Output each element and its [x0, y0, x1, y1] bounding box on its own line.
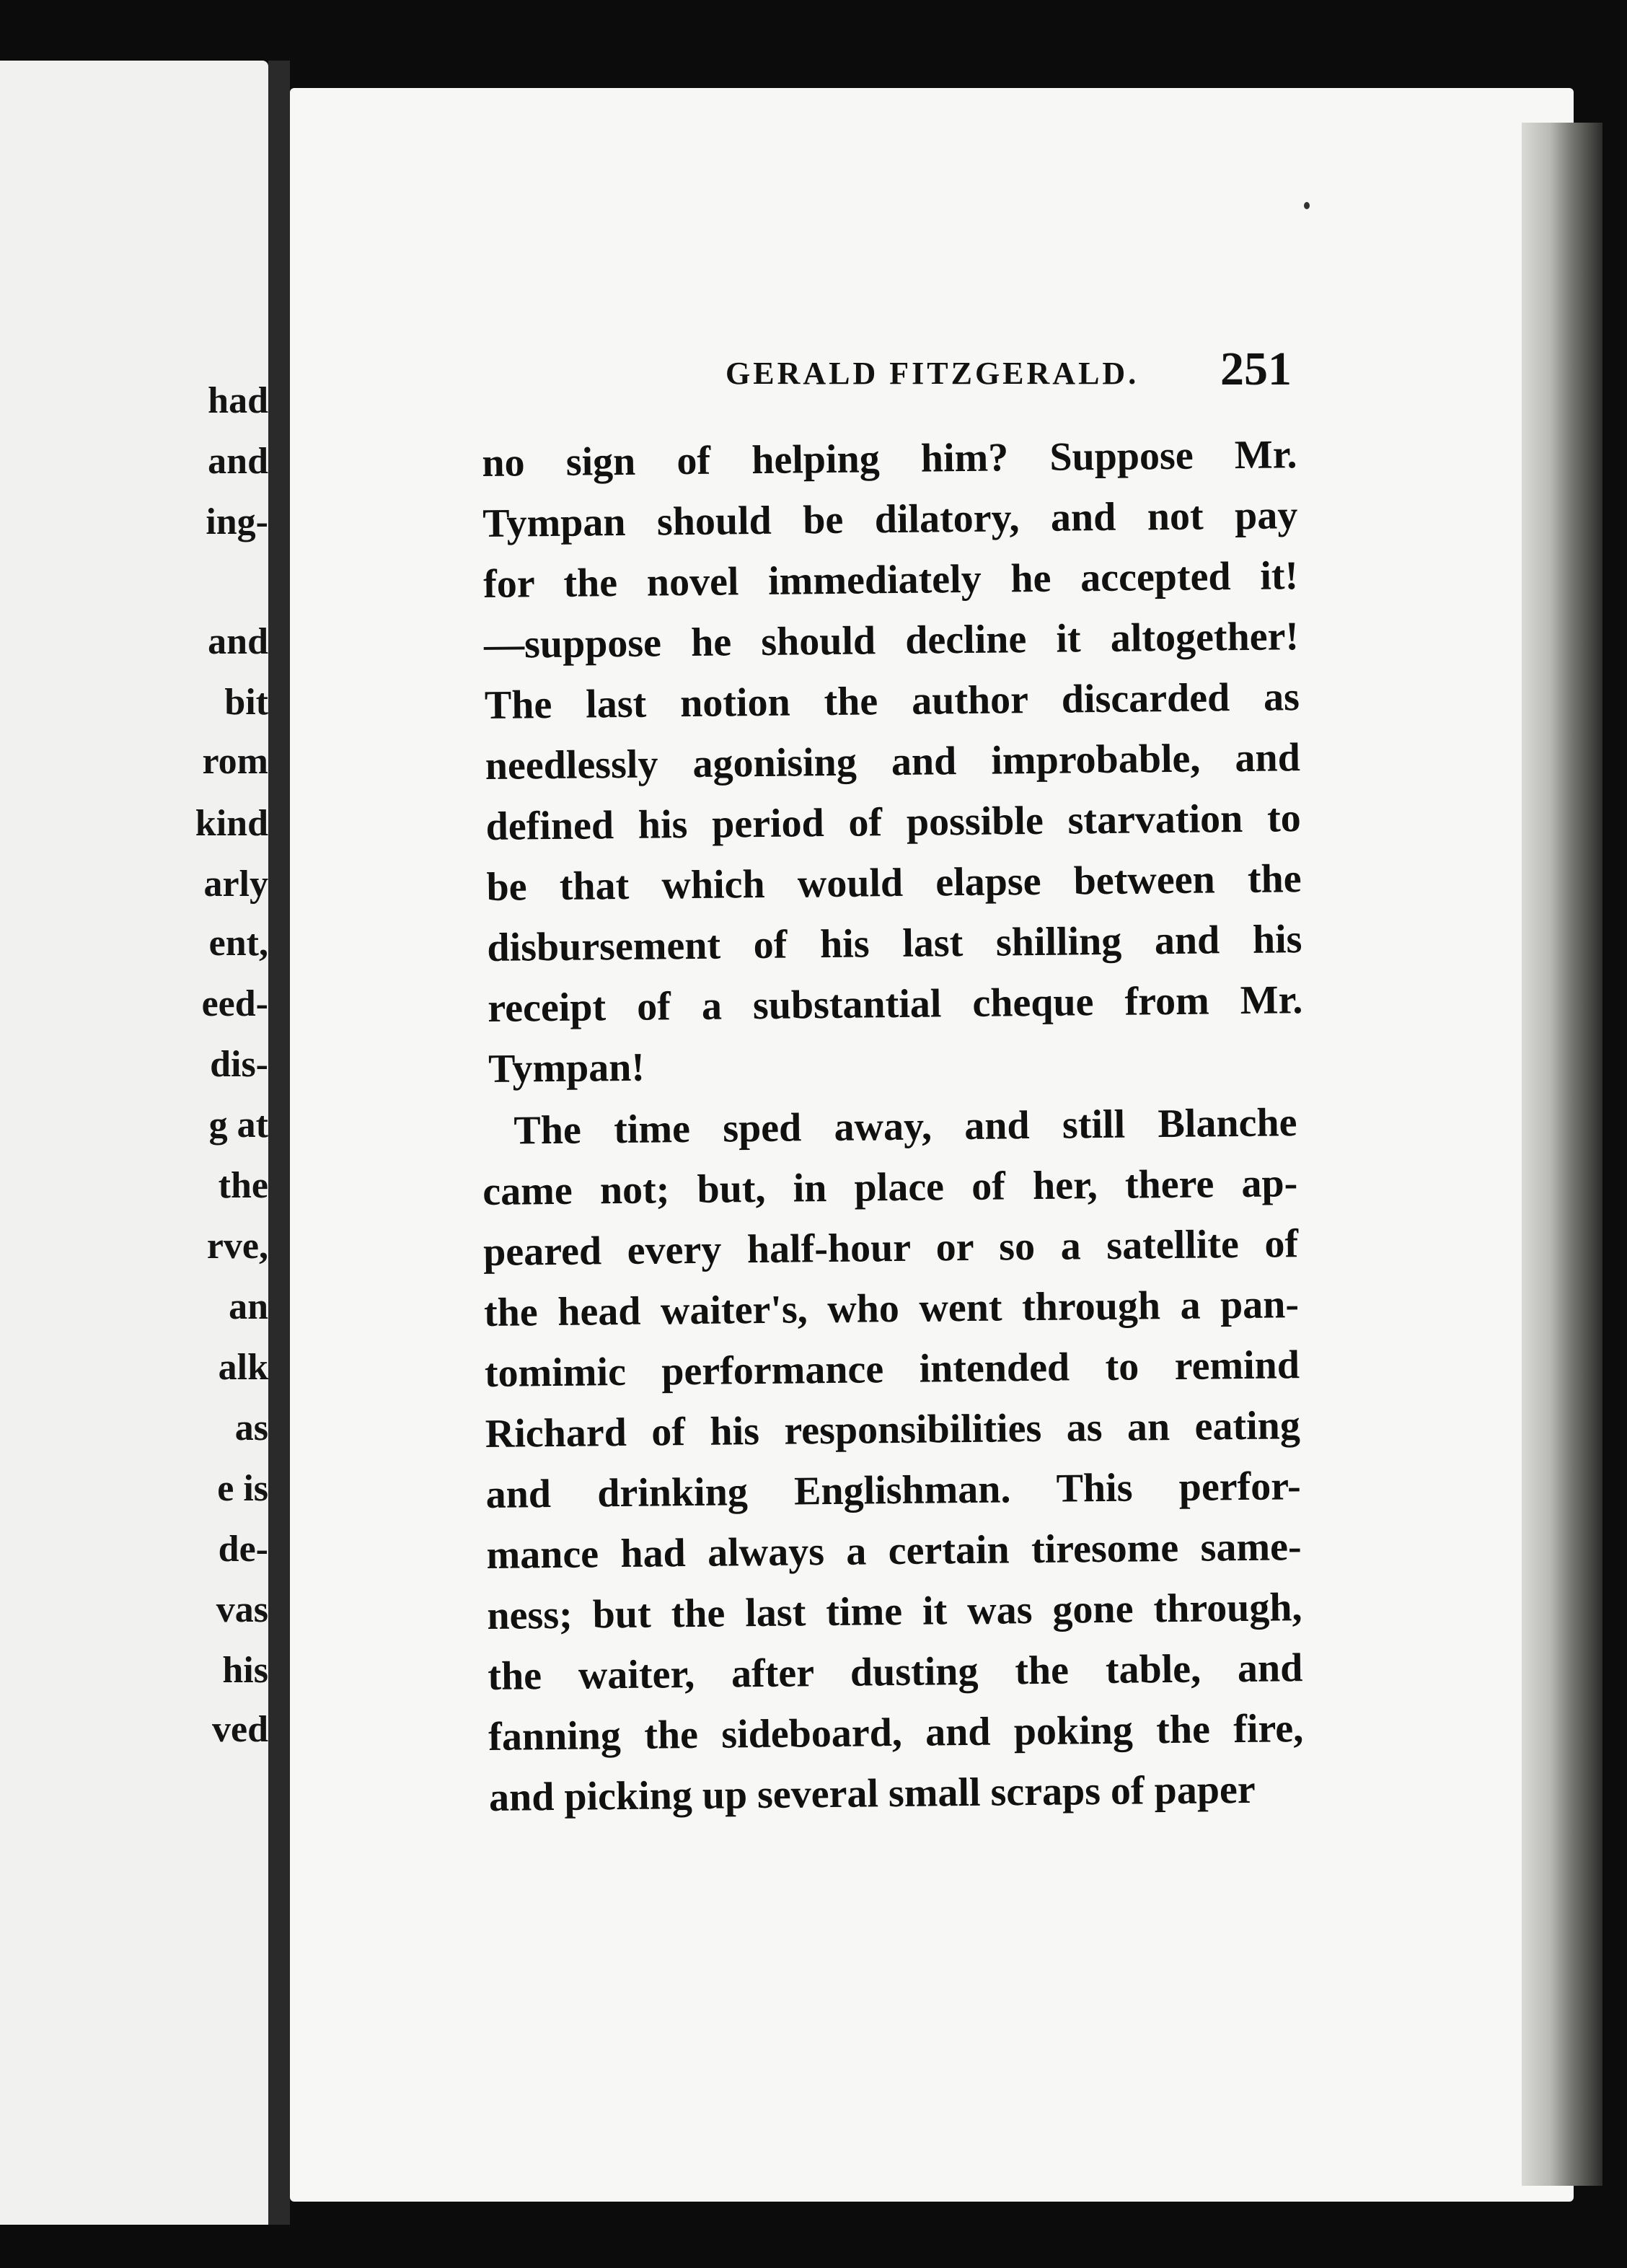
- facing-page-fragment: his: [222, 1650, 268, 1691]
- facing-page-fragment: the: [218, 1165, 268, 1206]
- facing-page-fragment: rom: [202, 741, 268, 782]
- text-line: tomimic performance intended to remind: [484, 1342, 1300, 1396]
- text-line: for the novel immediately he accepted it!: [482, 553, 1299, 607]
- facing-page-fragment: eed-: [201, 983, 268, 1024]
- facing-page-fragment: as: [234, 1407, 268, 1449]
- text-line: disbursement of his last shilling and his: [487, 917, 1302, 970]
- text-line: came not; but, in place of her, there ap-: [482, 1161, 1298, 1214]
- facing-page-fragment: alk: [218, 1347, 268, 1388]
- facing-page-fragment: g at: [208, 1104, 268, 1146]
- facing-page-fragment: e is: [217, 1468, 268, 1509]
- facing-page-fragment: vas: [216, 1589, 268, 1630]
- text-line: no sign of helping him? Suppose Mr.: [482, 432, 1297, 485]
- facing-page: [0, 61, 268, 2225]
- facing-page-fragment: dis-: [210, 1044, 268, 1085]
- text-line: needlessly agonising and improbable, and: [485, 735, 1301, 788]
- facing-page-fragment: ved: [212, 1709, 268, 1750]
- text-line: Tympan should be dilatory, and not pay: [482, 493, 1298, 546]
- facing-page-fragment: bit: [224, 682, 268, 723]
- text-line: and picking up several small scraps of paper: [488, 1767, 1256, 1820]
- text-line: peared every half-hour or so a satellite of: [482, 1221, 1299, 1275]
- text-line: Tympan!: [488, 1045, 645, 1091]
- text-line: Richard of his responsibilities as an eating: [485, 1403, 1301, 1456]
- facing-page-fragment: kind: [195, 803, 268, 844]
- facing-page-fragment: ent,: [208, 923, 268, 964]
- facing-page-fragment: arly: [203, 863, 268, 905]
- text-line: the head waiter's, who went through a pan-: [483, 1282, 1300, 1335]
- text-line: and drinking Englishman. This perfor-: [485, 1464, 1301, 1517]
- facing-page-fragment: de-: [218, 1529, 268, 1570]
- paragraph-1: [482, 424, 1304, 1099]
- text-line: fanning the sideboard, and poking the fire,: [488, 1706, 1304, 1759]
- text-line: The last notion the author discarded as: [484, 674, 1300, 728]
- book-gutter: [268, 61, 290, 2225]
- text-line: the waiter, after dusting the table, and: [488, 1645, 1303, 1699]
- facing-page-fragment: and: [208, 441, 268, 482]
- facing-page-fragment: and: [208, 621, 268, 662]
- page-edge: [1522, 123, 1602, 2186]
- text-line: —suppose he should decline it altogether!: [483, 614, 1300, 667]
- text-line: The time sped away, and still Blanche: [513, 1100, 1297, 1153]
- ink-speck: [1304, 202, 1310, 209]
- text-line: defined his period of possible starvation to: [485, 796, 1301, 849]
- facing-page-fragment: ing-: [206, 501, 268, 542]
- facing-page-fragment: rve,: [206, 1226, 268, 1267]
- text-line: mance had always a certain tiresome same-: [486, 1524, 1302, 1578]
- running-head: GERALD FITZGERALD.: [726, 356, 1139, 391]
- text-line: be that which would elapse between the: [486, 856, 1302, 910]
- facing-page-fragment: an: [229, 1286, 268, 1327]
- text-line: ness; but the last time it was gone through,: [487, 1585, 1302, 1638]
- page-number: 251: [1220, 343, 1292, 395]
- text-line: receipt of a substantial cheque from Mr.: [488, 977, 1303, 1031]
- paragraph-2: [482, 1092, 1304, 1828]
- facing-page-fragment: had: [208, 380, 268, 421]
